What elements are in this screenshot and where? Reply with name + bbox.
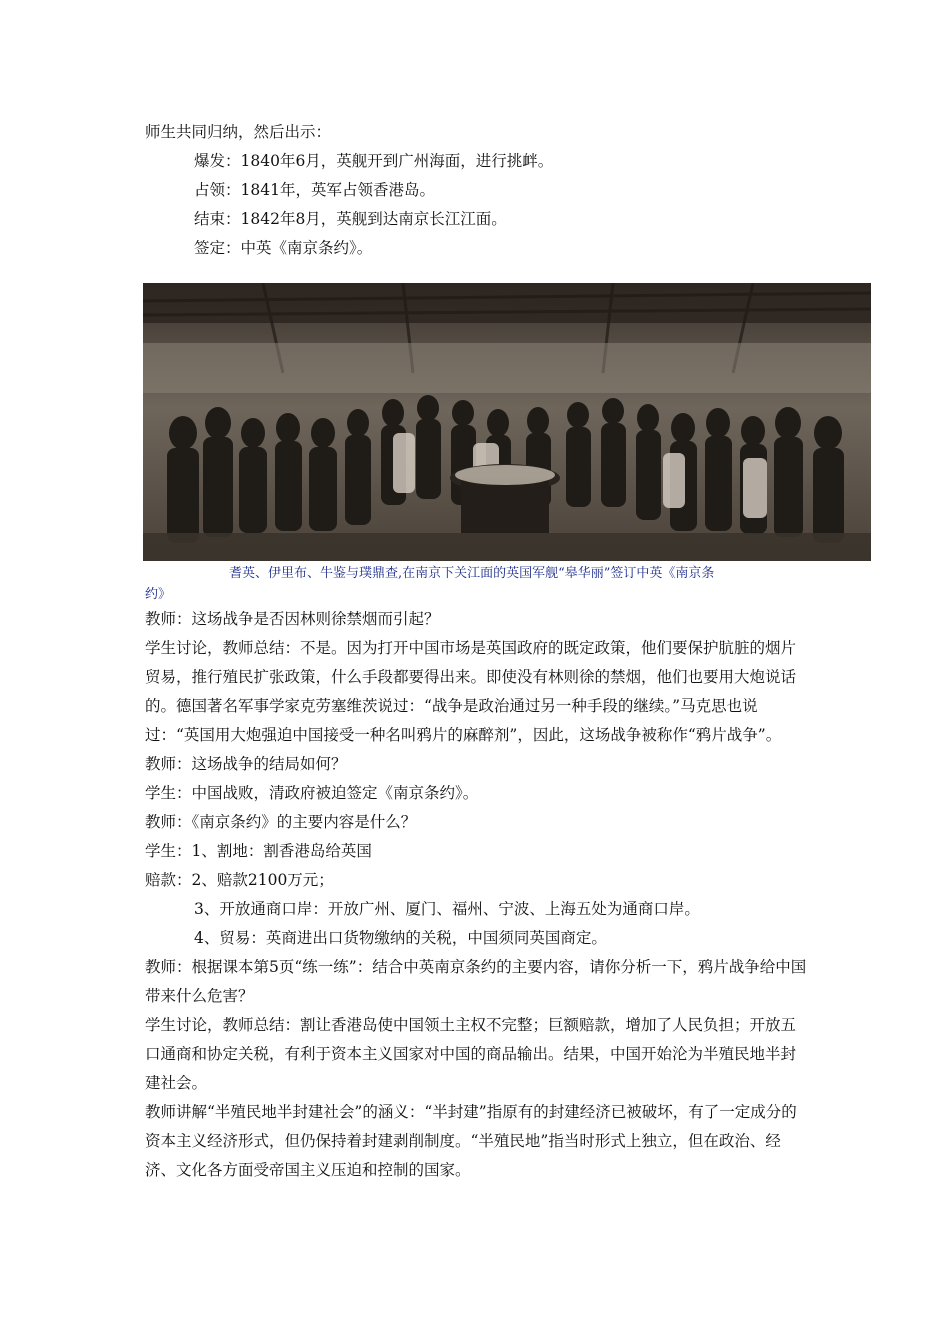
intro-item-occupation: 占领：1841年，英军占领香港岛。	[194, 181, 435, 199]
teacher-question-cause: 教师：这场战争是否因林则徐禁烟而引起？	[145, 610, 440, 628]
treaty-signing-photo	[143, 283, 871, 561]
treaty-item-indemnity: 赔款：2、赔款2100万元；	[145, 871, 334, 889]
teacher-explanation-semicolonial: 教师讲解“半殖民地半封建社会”的涵义：“半封建”指原有的封建经济已被破坏，有了一定成分的资本主义经济形式，但仍保持着封建剥削制度。“半殖民地”指当时形式上独立，但在政治、经济、文化各方面受帝国主义压迫和控制的国家。	[145, 1103, 797, 1179]
discussion-summary-cause: 学生讨论，教师总结：不是。因为打开中国市场是英国政府的既定政策，他们要保护肮脏的烟片贸易，推行殖民扩张政策，什么手段都要得出来。即使没有林则徐的禁烟，他们也要用大炮说话的。德国著名军事学家克劳塞维茨说过：“战争是政治通过另一种手段的继续。”马克思也说过：“英国用大炮强迫中国接受一种名叫鸦片的麻醉剂”，因此，这场战争被称作“鸦片战争”。	[145, 639, 797, 744]
student-answer-outcome: 学生：中国战败，清政府被迫签定《南京条约》。	[145, 784, 479, 802]
document-page	[145, 118, 810, 1185]
treaty-item-ports: 3、开放通商口岸：开放广州、厦门、福州、宁波、上海五处为通商口岸。	[194, 900, 700, 918]
student-answer-cession: 学生：1、割地：割香港岛给英国	[145, 842, 372, 860]
teacher-question-harm: 教师：根据课本第5页“练一练”：结合中英南京条约的主要内容，请你分析一下，鸦片战争给中国带来什么危害？	[145, 958, 807, 1005]
treaty-item-trade: 4、贸易：英商进出口货物缴纳的关税，中国须同英国商定。	[194, 929, 607, 947]
intro-item-end: 结束：1842年8月，英舰到达南京长江江面。	[194, 210, 507, 228]
intro-heading: 师生共同归纳，然后出示：	[145, 123, 332, 141]
teacher-question-outcome: 教师：这场战争的结局如何？	[145, 755, 347, 773]
intro-item-signing: 签定：中英《南京条约》。	[194, 239, 373, 257]
teacher-question-treaty: 教师：《南京条约》的主要内容是什么？	[145, 813, 417, 831]
intro-item-outbreak: 爆发：1840年6月，英舰开到广州海面，进行挑衅。	[194, 152, 554, 170]
discussion-summary-harm: 学生讨论，教师总结：割让香港岛使中国领土主权不完整；巨额赔款，增加了人民负担；开放五口通商和协定关税，有利于资本主义国家对中国的商品输出。结果，中国开始沦为半殖民地半封建社会。	[145, 1016, 797, 1092]
photo-caption-line-1: 耆英、伊里布、牛鉴与璞鼎查,在南京下关江面的英国军舰“皋华丽”签订中英《南京条	[229, 566, 715, 581]
photo-caption	[145, 563, 810, 605]
photo-caption-line-2: 约》	[145, 587, 172, 602]
